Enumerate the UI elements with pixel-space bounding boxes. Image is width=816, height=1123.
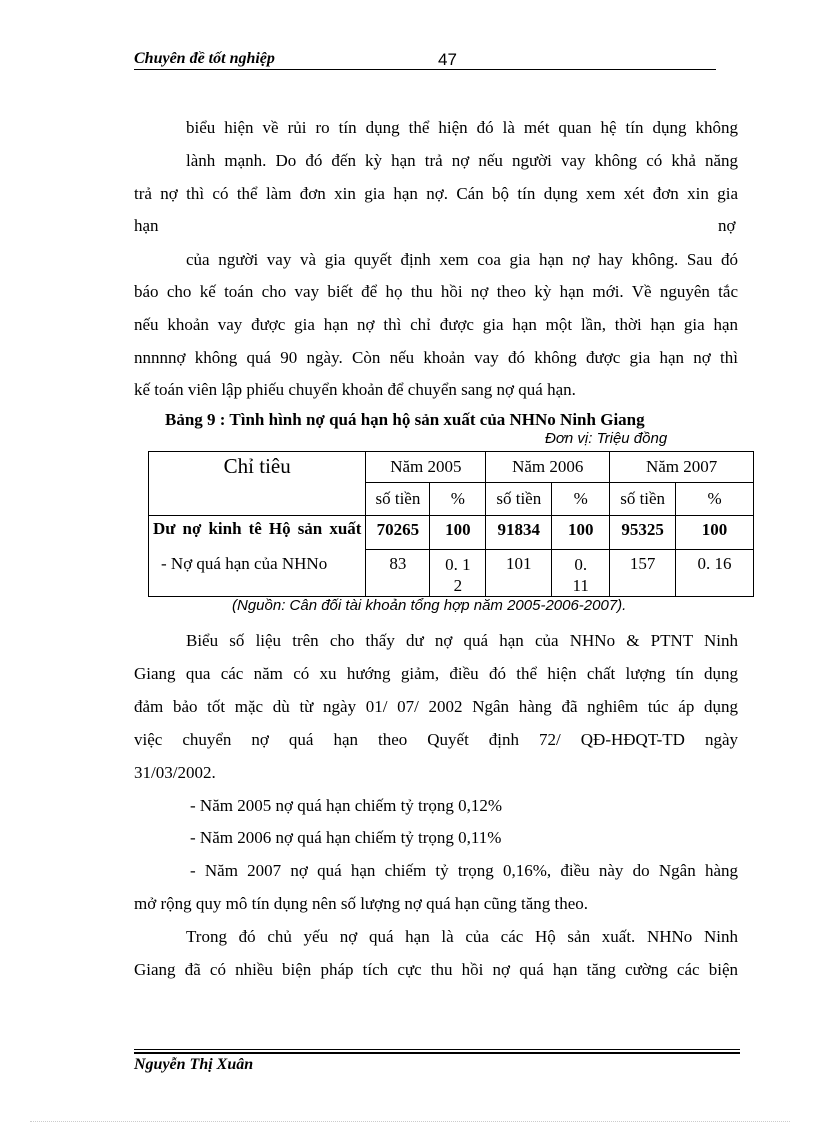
paragraph-line: trả nợ thì có thể làm đơn xin gia hạn nợ. Cán bộ tín dụng xem xét đơn xin gia: [134, 184, 738, 203]
footer-rule: [134, 1049, 740, 1050]
cell-value: 83: [366, 550, 430, 597]
year-header: Năm 2007: [610, 452, 754, 483]
cell-value: 0. 16: [676, 550, 754, 597]
row-label: - Nợ quá hạn của NHNo: [149, 550, 366, 597]
paragraph-line: của người vay và gia quyết định xem coa gia hạn nợ hay không. Sau đó: [186, 250, 738, 269]
page-number: 47: [438, 50, 457, 69]
bullet-line: - Năm 2005 nợ quá hạn chiếm tỷ trọng 0,12%: [190, 796, 503, 815]
table-row: [149, 516, 754, 550]
table-row: [149, 550, 754, 597]
footer-rule: [134, 1052, 740, 1054]
page-edge: [30, 1121, 790, 1122]
paragraph-line: Giang đã có nhiều biện pháp tích cực thu hồi nợ quá hạn tăng cường các biện: [134, 960, 738, 979]
sub-header-percent: %: [676, 483, 754, 516]
bullet-line: - Năm 2006 nợ quá hạn chiếm tỷ trọng 0,11%: [190, 828, 502, 847]
year-header: Năm 2006: [486, 452, 610, 483]
paragraph-line: báo cho kế toán cho vay biết để họ thu hồi nợ theo kỳ hạn mới. Về nguyên tắc: [134, 282, 738, 301]
paragraph-line: việc chuyển nợ quá hạn theo Quyết định 72/ QĐ-HĐQT-TD ngày: [134, 730, 738, 749]
table-unit: Đơn vị: Triệu đồng: [545, 430, 668, 447]
cell-value: 0. 11: [552, 550, 610, 597]
table-title: Bảng 9 : Tình hình nợ quá hạn hộ sản xuất của NHNo Ninh Giang: [165, 410, 645, 429]
paragraph-line: biểu hiện về rủi ro tín dụng thể hiện đó là mét quan hệ tín dụng không: [186, 118, 738, 137]
paragraph-line: 31/03/2002.: [134, 763, 216, 782]
cell-value: 0. 12: [430, 550, 486, 597]
paragraph-line: Trong đó chủ yếu nợ quá hạn là của các Hộ sản xuất. NHNo Ninh: [186, 927, 738, 946]
footer-author: Nguyễn Thị Xuân: [134, 1056, 254, 1073]
cell-value: 91834: [486, 516, 552, 550]
cell-value: 95325: [610, 516, 676, 550]
col-header-chi-tieu: Chỉ tiêu: [149, 452, 366, 516]
paragraph-line: nnnnnợ không quá 90 ngày. Còn nếu khoản vay đó không được gia hạn nợ thì: [134, 348, 738, 367]
paragraph-line: đảm bảo tốt mặc dù từ ngày 01/ 07/ 2002 Ngân hàng đã nghiêm túc áp dụng: [134, 697, 738, 716]
sub-header-amount: số tiền: [486, 483, 552, 516]
paragraph-line: kế toán viên lập phiếu chuyển khoản để chuyển sang nợ quá hạn.: [134, 380, 576, 399]
sub-header-amount: số tiền: [610, 483, 676, 516]
cell-value: 101: [486, 550, 552, 597]
cell-value: 157: [610, 550, 676, 597]
paragraph-line: lành mạnh. Do đó đến kỳ hạn trả nợ nếu người vay không có khả năng: [186, 151, 738, 170]
paragraph-line: nếu khoản vay được gia hạn nợ thì chỉ được gia hạn một lần, thời hạn gia hạn: [134, 315, 738, 334]
sub-header-percent: %: [552, 483, 610, 516]
table-source: (Nguồn: Cân đối tài khoản tổng hợp năm 2005-2006-2007).: [232, 597, 627, 614]
sub-header-amount: số tiền: [366, 483, 430, 516]
row-label: Dư nợ kinh tê Hộ sản xuất: [149, 516, 366, 550]
cell-value: 100: [676, 516, 754, 550]
paragraph-line: Giang qua các năm có xu hướng giảm, điều đó thể hiện chất lượng tín dụng: [134, 664, 738, 683]
header-rule: [134, 69, 716, 70]
paragraph-line: mở rộng quy mô tín dụng nên số lượng nợ quá hạn cũng tăng theo.: [134, 894, 589, 913]
paragraph-line: Biểu số liệu trên cho thấy dư nợ quá hạn của NHNo & PTNT Ninh: [186, 631, 738, 650]
header-title: Chuyên đề tốt nghiệp: [134, 50, 275, 67]
data-table: [148, 451, 754, 597]
bullet-line: - Năm 2007 nợ quá hạn chiếm tỷ trọng 0,16%, điều này do Ngân hàng: [190, 861, 738, 880]
paragraph-line: nợ: [718, 216, 736, 235]
cell-value: 70265: [366, 516, 430, 550]
year-header: Năm 2005: [366, 452, 486, 483]
paragraph-line: hạn: [134, 216, 159, 235]
cell-value: 100: [552, 516, 610, 550]
sub-header-percent: %: [430, 483, 486, 516]
cell-value: 100: [430, 516, 486, 550]
